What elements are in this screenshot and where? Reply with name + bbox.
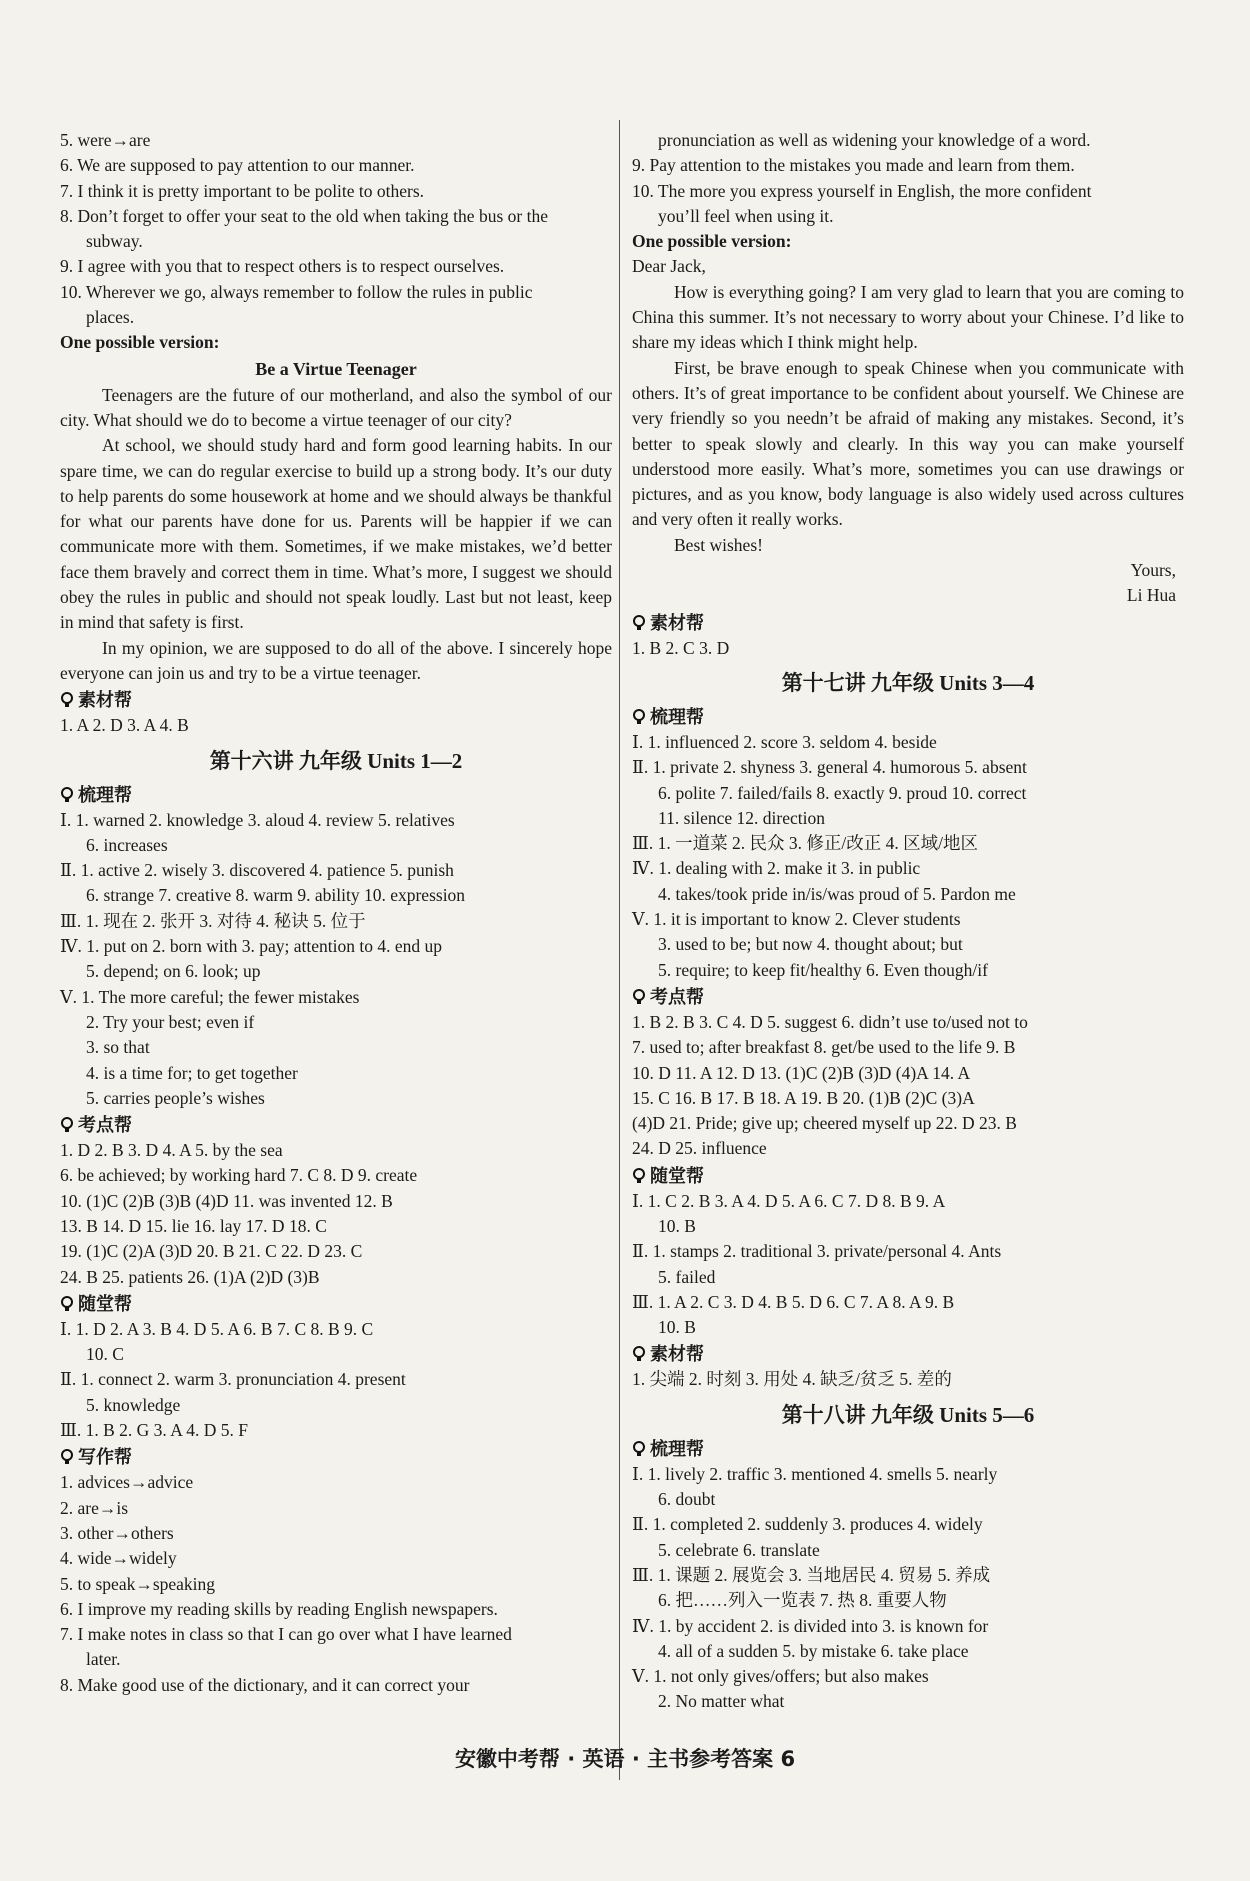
answer-line: 4. takes/took pride in/is/was proud of 5. Pardon me: [658, 883, 1016, 904]
answer-line: 11. silence 12. direction: [658, 807, 826, 828]
possible-version-label: One possible version:: [60, 332, 220, 353]
answer-line: Ⅰ. 1. C 2. B 3. A 4. D 5. A 6. C 7. D 8. B 9. A: [632, 1190, 946, 1211]
page-footer: 安徽中考帮 · 英语 · 主书参考答案 6: [454, 1747, 796, 1771]
answer-line: Ⅳ. 1. dealing with 2. make it 3. in public: [632, 858, 921, 879]
answer-line: 6. 把……列入一览表 7. 热 8. 重要人物: [658, 1590, 947, 1611]
essay-paragraph: Teenagers are the future of our motherland, and also the symbol of our city. What should we do to become a virtue teenager of our city?: [60, 384, 612, 430]
answer-line: 2. Try your best; even if: [86, 1011, 255, 1032]
answer-line: 6. increases: [86, 834, 168, 855]
answer-line: Ⅱ. 1. stamps 2. traditional 3. private/personal 4. Ants: [632, 1241, 1002, 1262]
answer-line: later.: [86, 1649, 121, 1670]
answer-line: 10. D 11. A 12. D 13. (1)C (2)B (3)D (4)A 14. A: [632, 1062, 971, 1083]
answer-line: 10. The more you express yourself in English, the more confident: [632, 180, 1092, 201]
answer-line: Ⅰ. 1. influenced 2. score 3. seldom 4. beside: [632, 731, 937, 752]
answer-line: 1. advices→advice: [60, 1472, 194, 1493]
answer-line: Ⅲ. 1. 课题 2. 展览会 3. 当地居民 4. 贸易 5. 养成: [632, 1564, 991, 1585]
section-shuli: 梳理帮: [632, 1436, 1184, 1462]
answer-line: 5. carries people’s wishes: [86, 1087, 265, 1108]
answer-line: you’ll feel when using it.: [658, 205, 834, 226]
answer-line: 6. be achieved; by working hard 7. C 8. D 9. create: [60, 1165, 418, 1186]
answer-line: pronunciation as well as widening your knowledge of a word.: [658, 130, 1091, 150]
answer-line: 5. knowledge: [86, 1394, 181, 1415]
answer-line: 1. D 2. B 3. D 4. A 5. by the sea: [60, 1140, 283, 1161]
answer-line: 5. to speak→speaking: [60, 1573, 216, 1594]
answer-line: 24. B 25. patients 26. (1)A (2)D (3)B: [60, 1266, 320, 1287]
answer-line: 3. so that: [86, 1037, 150, 1058]
answer-line: Ⅲ. 1. 现在 2. 张开 3. 对待 4. 秘诀 5. 位于: [60, 910, 366, 931]
section-sucai: 素材帮: [632, 1341, 1184, 1367]
answer-line: 7. used to; after breakfast 8. get/be used to the life 9. B: [632, 1037, 1016, 1058]
answer-line: Ⅱ. 1. connect 2. warm 3. pronunciation 4. present: [60, 1369, 406, 1390]
answer-line: Ⅱ. 1. private 2. shyness 3. general 4. humorous 5. absent: [632, 757, 1027, 778]
answer-line: 5. celebrate 6. translate: [658, 1539, 820, 1560]
answer-line: 4. all of a sudden 5. by mistake 6. take place: [658, 1640, 969, 1661]
answer-line: 10. B: [658, 1317, 696, 1338]
answer-line: 1. B 2. C 3. D: [632, 637, 730, 658]
section-shuli: 梳理帮: [632, 704, 1184, 730]
answer-line: Ⅳ. 1. put on 2. born with 3. pay; attention to 4. end up: [60, 936, 443, 957]
section-sucai: 素材帮: [632, 610, 1184, 636]
answer-line: 10. B: [658, 1215, 696, 1236]
answer-line: 19. (1)C (2)A (3)D 20. B 21. C 22. D 23. C: [60, 1241, 363, 1262]
essay-paragraph: At school, we should study hard and form good learning habits. In our spare time, we can do regular exercise to build up a strong body. It’s our duty to help parents do some housework at home and we should always be thankful for what our parents have done for us. Parents will be happier if we can communicate more with them. Sometimes, if we make mistakes, we’d better face them bravely and correct them in time. What’s more, I suggest we should obey the rules in public and should not speak loudly. Last but not least, keep in mind that safety is first.: [60, 435, 612, 633]
answer-line: 5. depend; on 6. look; up: [86, 961, 261, 982]
answer-line: 7. I make notes in class so that I can go over what I have learned: [60, 1624, 512, 1645]
lightbulb-icon: [632, 1441, 646, 1457]
answer-line: places.: [86, 307, 135, 328]
lightbulb-icon: [632, 989, 646, 1005]
answer-line: Ⅱ. 1. active 2. wisely 3. discovered 4. patience 5. punish: [60, 860, 454, 881]
section-kaodian: 考点帮: [632, 984, 1184, 1010]
answer-line: Ⅲ. 1. B 2. G 3. A 4. D 5. F: [60, 1420, 249, 1441]
lightbulb-icon: [632, 615, 646, 631]
answer-line: Ⅴ. 1. not only gives/offers; but also makes: [632, 1666, 929, 1687]
lightbulb-icon: [60, 787, 74, 803]
answer-line: 2. No matter what: [658, 1691, 785, 1712]
answer-line: 8. Don’t forget to offer your seat to the old when taking the bus or the: [60, 205, 548, 226]
possible-version-label: One possible version:: [632, 231, 792, 252]
answer-line: Ⅱ. 1. completed 2. suddenly 3. produces 4. widely: [632, 1514, 983, 1535]
lightbulb-icon: [632, 1346, 646, 1362]
answer-line: 6. We are supposed to pay attention to our manner.: [60, 155, 415, 176]
answer-line: Ⅰ. 1. D 2. A 3. B 4. D 5. A 6. B 7. C 8. B 9. C: [60, 1318, 374, 1339]
answer-line: 5. require; to keep fit/healthy 6. Even though/if: [658, 959, 988, 980]
lightbulb-icon: [632, 709, 646, 725]
answer-line: 10. C: [86, 1344, 124, 1365]
answer-line: 1. A 2. D 3. A 4. B: [60, 715, 189, 736]
column-divider: [619, 120, 620, 1780]
letter-paragraph: Best wishes!: [674, 534, 763, 555]
answer-line: 1. 尖端 2. 时刻 3. 用处 4. 缺乏/贫乏 5. 差的: [632, 1369, 952, 1390]
letter-greeting: Dear Jack,: [632, 256, 706, 277]
answer-line: 13. B 14. D 15. lie 16. lay 17. D 18. C: [60, 1215, 327, 1236]
answer-line: 4. is a time for; to get together: [86, 1062, 298, 1083]
answer-line: 6. doubt: [658, 1489, 716, 1510]
answer-line: Ⅰ. 1. lively 2. traffic 3. mentioned 4. smells 5. nearly: [632, 1463, 998, 1484]
answer-line: 1. B 2. B 3. C 4. D 5. suggest 6. didn’t use to/used not to: [632, 1011, 1028, 1032]
lightbulb-icon: [60, 692, 74, 708]
answer-line: Ⅴ. 1. The more careful; the fewer mistakes: [60, 986, 360, 1007]
answer-line: 3. other→others: [60, 1522, 174, 1543]
letter-paragraph: How is everything going? I am very glad to learn that you are coming to China this summer. It’s not necessary to worry about your Chinese. I’d like to share my ideas which I think might help.: [632, 281, 1184, 353]
section-kaodian: 考点帮: [60, 1112, 612, 1138]
answer-line: 6. polite 7. failed/fails 8. exactly 9. proud 10. correct: [658, 782, 1027, 803]
lecture-heading: 第十七讲 九年级 Units 3—4: [781, 670, 1035, 695]
lightbulb-icon: [60, 1449, 74, 1465]
letter-paragraph: First, be brave enough to speak Chinese when you communicate with others. It’s of great importance to be confident about yourself. We Chinese are very friendly so you needn’t be afraid of making any mistakes. Second, it’s better to speak slowly and clearly. In this way you can make yourself understood more easily. What’s more, sometimes you can use drawings or pictures, and as you know, body language is also widely used across cultures and very often it really works.: [632, 357, 1184, 530]
section-suitang: 随堂帮: [60, 1291, 612, 1317]
answer-line: 24. D 25. influence: [632, 1138, 767, 1159]
answer-line: 9. Pay attention to the mistakes you made and learn from them.: [632, 155, 1075, 176]
answer-line: subway.: [86, 231, 143, 252]
lightbulb-icon: [60, 1296, 74, 1312]
answer-line: 15. C 16. B 17. B 18. A 19. B 20. (1)B (2)C (3)A: [632, 1087, 975, 1108]
answer-line: 3. used to be; but now 4. thought about; but: [658, 934, 963, 955]
section-shuli: 梳理帮: [60, 782, 612, 808]
left-column: [60, 128, 612, 1698]
right-column: [632, 128, 1184, 1715]
answer-line: Ⅲ. 1. 一道菜 2. 民众 3. 修正/改正 4. 区域/地区: [632, 833, 978, 854]
answer-line: Ⅴ. 1. it is important to know 2. Clever students: [632, 909, 961, 930]
answer-line: 8. Make good use of the dictionary, and it can correct your: [60, 1674, 470, 1695]
lecture-heading: 第十六讲 九年级 Units 1—2: [209, 748, 463, 773]
answer-line: 5. failed: [658, 1266, 716, 1287]
answer-line: 5. were→are: [60, 130, 151, 150]
answer-line: (4)D 21. Pride; give up; cheered myself up 22. D 23. B: [632, 1113, 1017, 1134]
answer-line: Ⅳ. 1. by accident 2. is divided into 3. is known for: [632, 1615, 989, 1636]
lecture-heading: 第十八讲 九年级 Units 5—6: [781, 1402, 1035, 1427]
letter-closing: Yours,: [1130, 560, 1176, 581]
answer-line: 6. I improve my reading skills by reading English newspapers.: [60, 1598, 498, 1619]
answer-line: 2. are→is: [60, 1497, 129, 1518]
letter-signature: Li Hua: [1126, 585, 1176, 606]
answer-line: 9. I agree with you that to respect others is to respect ourselves.: [60, 256, 505, 277]
answer-line: Ⅲ. 1. A 2. C 3. D 4. B 5. D 6. C 7. A 8. A 9. B: [632, 1291, 955, 1312]
answer-line: 10. (1)C (2)B (3)B (4)D 11. was invented 12. B: [60, 1190, 393, 1211]
section-suitang: 随堂帮: [632, 1163, 1184, 1189]
lightbulb-icon: [60, 1117, 74, 1133]
section-sucai: 素材帮: [60, 687, 612, 713]
essay-paragraph: In my opinion, we are supposed to do all of the above. I sincerely hope everyone can join us and try to be a virtue teenager.: [60, 637, 612, 683]
essay-title: Be a Virtue Teenager: [255, 358, 417, 379]
section-xiezuo: 写作帮: [60, 1444, 612, 1470]
answer-line: Ⅰ. 1. warned 2. knowledge 3. aloud 4. review 5. relatives: [60, 809, 455, 830]
answer-line: 6. strange 7. creative 8. warm 9. ability 10. expression: [86, 885, 466, 906]
answer-line: 7. I think it is pretty important to be polite to others.: [60, 180, 425, 201]
lightbulb-icon: [632, 1168, 646, 1184]
answer-line: 10. Wherever we go, always remember to follow the rules in public: [60, 281, 533, 302]
answer-line: 4. wide→widely: [60, 1548, 177, 1569]
